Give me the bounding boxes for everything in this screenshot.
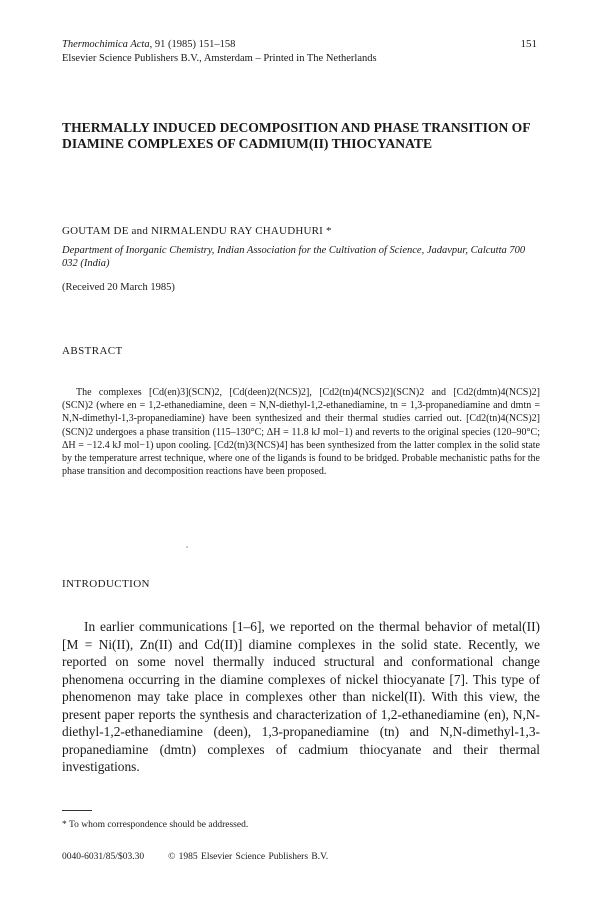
- publisher-line: Elsevier Science Publishers B.V., Amsterdam – Printed in The Netherlands: [62, 53, 377, 64]
- affiliation: Department of Inorganic Chemistry, Indian Association for the Cultivation of Science, Jadavpur, Calcutta 700 032 (India): [62, 245, 526, 269]
- page-number: 151: [520, 38, 537, 50]
- abstract-text: The complexes [Cd(en)3](SCN)2, [Cd(deen)2(NCS)2], [Cd2(tn)4(NCS)2](SCN)2 and [Cd2(dmtn)4(NCS)2](SCN)2 (where en = 1,2-ethanediamine, deen = N,N-diethyl-1,2-ethanediamine, tn = 1,3-propanediamine and dmtn = N,N-dimethyl-1,3-propanediamine) have been synthesized and their thermal studies carried out. [Cd2(tn)4(NCS)2](SCN)2 undergoes a phase transition (115–130°C; ΔH = 11.8 kJ mol−1) and reverts to the original species (120–90°C; ΔH = −12.4 kJ mol−1) upon cooling. [Cd2(tn)3(NCS)4] has been synthesized from the latter complex in the solid state by the temperature arrest technique, where one of the ligands is found to be bridged. Probable mechanistic paths for the phase transition and decomposition reactions have been proposed.: [62, 387, 540, 478]
- journal-name: Thermochimica Acta: [62, 39, 150, 50]
- page-footer: [62, 852, 328, 862]
- copyright: © 1985 Elsevier Science Publishers B.V.: [168, 852, 329, 862]
- abstract-heading: ABSTRACT: [62, 345, 123, 357]
- authors: GOUTAM DE and NIRMALENDU RAY CHAUDHURI *: [62, 225, 332, 237]
- journal-header: [62, 38, 377, 66]
- paper-title: THERMALLY INDUCED DECOMPOSITION AND PHASE TRANSITION OF DIAMINE COMPLEXES OF CADMIUM(II) THIOCYANATE: [62, 120, 531, 151]
- introduction-text: In earlier communications [1–6], we reported on the thermal behavior of metal(II) [M = Ni(II), Zn(II) and Cd(II)] diamine complexes in the solid state. Recently, we reported on some novel thermally induced structural and conformational change phenomena occurring in the diamine complexes of nickel thiocyanate [7]. This type of phenomenon may take place in complexes other than nickel(II). With this view, the present paper reports the synthesis and characterization of 1,2-ethanediamine (en), N,N-diethyl-1,2-ethanediamine (deen), 1,3-propanediamine (tn) and N,N-dimethyl-1,3-propanediamine (dmtn) complexes of cadmium thiocyanate and their thermal investigations.: [62, 619, 540, 774]
- issn-code: 0040-6031/85/$03.30: [62, 852, 145, 862]
- journal-citation: [62, 38, 377, 52]
- footnote-rule: [62, 810, 92, 811]
- speck: [186, 546, 188, 548]
- footnote: * To whom correspondence should be addressed.: [62, 820, 249, 830]
- introduction-heading: INTRODUCTION: [62, 578, 150, 590]
- received-date: (Received 20 March 1985): [62, 282, 175, 293]
- volume-pages: , 91 (1985) 151–158: [149, 39, 236, 50]
